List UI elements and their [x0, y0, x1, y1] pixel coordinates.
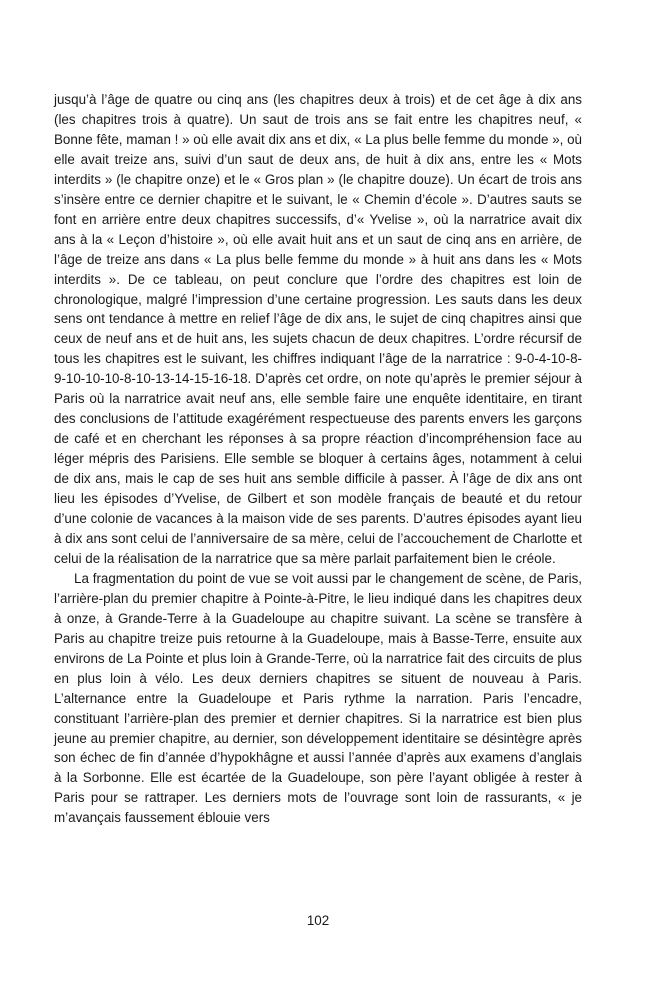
page-number: 102 — [306, 913, 330, 928]
paragraph: La fragmentation du point de vue se voit aussi par le changement de scène, de Paris, l’arrière-plan du premier chapitre à Pointe-à-Pitre, le lieu indiqué dans les chapitres deux à onze, à Grande-Terre à la Guadeloupe au chapitre suivant. La scène se transfère à Paris au chapitre treize puis retourne à la Guadeloupe, mais à Basse-Terre, ensuite aux environs de La Pointe et plus loin à Grande-Terre, où la narratrice fait des circuits de plus en plus loin à vélo. Les deux derniers chapitres se situent de nouveau à Paris. L’alternance entre la Guadeloupe et Paris rythme la narration. Paris l’encadre, constituant l’arrière-plan des premier et dernier chapitres. Si la narratrice est bien plus jeune au premier chapitre, au dernier, son développement identitaire se désintègre après son échec de fin d’année d’hypokhâgne et aussi l’année d’après aux examens d’anglais à la Sorbonne. Elle est écartée de la Guadeloupe, son père l’ayant obligée à rester à Paris pour se rattraper. Les derniers mots de l’ouvrage sont loin de rassurants, « je m’avançais faussement éblouie vers — [54, 570, 582, 826]
page-body — [54, 90, 582, 828]
paragraph: jusqu’à l’âge de quatre ou cinq ans (les chapitres deux à trois) et de cet âge à dix ans (les chapitres trois à quatre). Un saut de trois ans se fait entre les chapitres neuf, « Bonne fête, maman ! » où elle avait dix ans et dix, « La plus belle femme du monde », où elle avait treize ans, suivi d’un saut de deux ans, de huit à dix ans, entre les « Mots interdits » (le chapitre onze) et le « Gros plan » (le chapitre douze). Un écart de trois ans s’insère entre ce dernier chapitre et le suivant, le « Chemin d’école ». D’autres sauts se font en arrière entre deux chapitres successifs, d’« Yvelise », où la narratrice avait dix ans à la « Leçon d’histoire », où elle avait huit ans et un saut de cinq ans en arrière, de l’âge de treize ans dans « La plus belle femme du monde » à huit ans dans les « Mots interdits ». De ce tableau, on peut conclure que l’ordre des chapitres est loin de chronologique, malgré l’impression d’une certaine progression. Les sauts dans les deux sens ont tendance à mettre en relief l’âge de dix ans, le sujet de cinq chapitres ainsi que ceux de neuf ans et de huit ans, les sujets chacun de deux chapitres. L’ordre récursif de tous les chapitres est le suivant, les chiffres indiquant l’âge de la narratrice : 9-0-4-10-8-9-10-10-10-8-10-13-14-15-16-18. D’après cet ordre, on note qu’après le premier séjour à Paris où la narratrice avait neuf ans, elle semble faire une enquête identitaire, en tirant des conclusions de l’attitude exagérément respectueuse des parents envers les garçons de café et en cherchant les réponses à sa propre réaction d’incompréhension face au léger mépris des Parisiens. Elle semble se bloquer à certains âges, notamment à celui de dix ans, mais le cap de ses huit ans semble difficile à passer. À l’âge de dix ans ont lieu les épisodes d’Yvelise, de Gilbert et son modèle français de beauté et du retour d’une colonie de vacances à la maison vide de ses parents. D’autres épisodes ayant lieu à dix ans sont celui de l’anniversaire de sa mère, celui de l’accouchement de Charlotte et celui de la réalisation de la narratrice que sa mère parlait parfaitement bien le créole. — [54, 92, 582, 566]
